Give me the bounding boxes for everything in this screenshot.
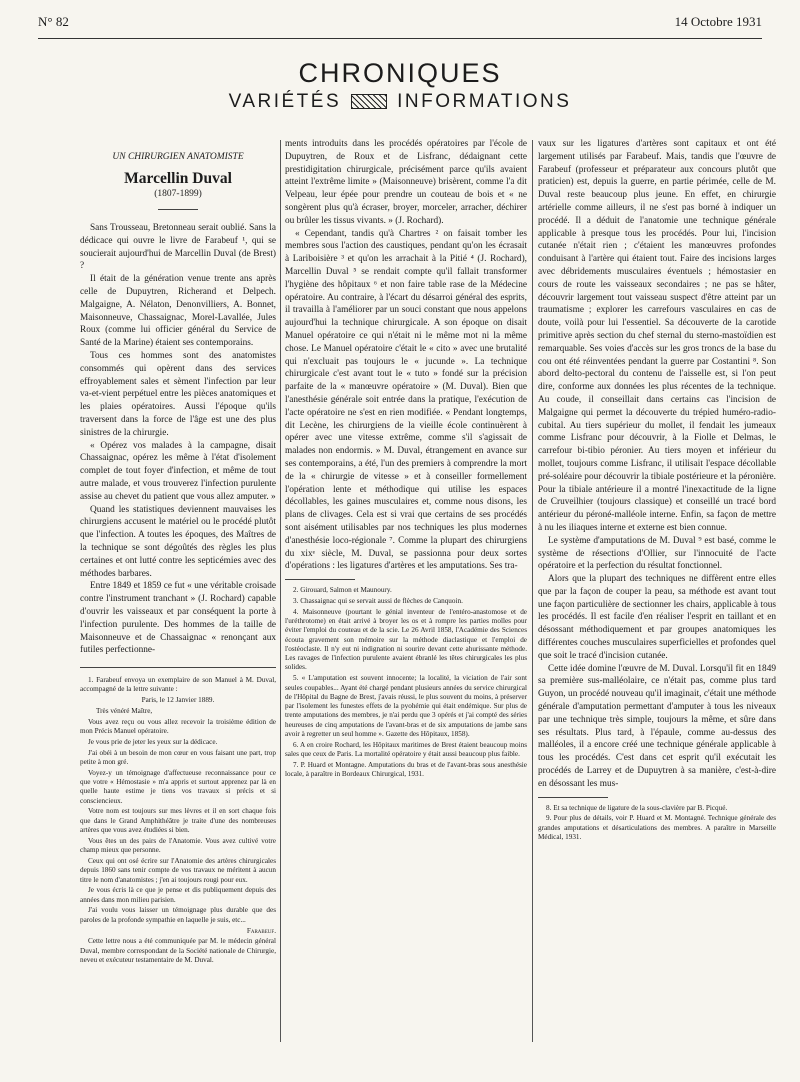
footnote: 2. Girouard, Salmon et Maunoury. — [293, 586, 392, 595]
column-2 — [285, 138, 527, 1054]
letter-line: Vous êtes un des pairs de l'Anatomie. Vous avez cultivé votre champ mieux que personne. — [80, 836, 276, 855]
paragraph: Il était de la génération venue trente ans après celle de Dupuytren, Richerand et Delpech. Malgaigne, A. Nélaton, Denonvilliers, A. Bonnet, Maisonneuve, Chassaignac, Morel-Lavallée, Jules Roux (comme lui officier général du Service de Santé de la Marine) étaient ses contemporains. — [80, 274, 276, 349]
title-rule — [158, 209, 198, 210]
footnote: 4. Maisonneuve (pourtant le génial inventeur de l'entéro-anastomose et de l'uréthrotome) en était arrivé à broyer les os et à rompre les parties molles pour éviter l'emploi du couteau et de la scie. Le 26 Avril 1858, l'Académie des Sciences écouta gravement son mémoire sur la méthode diaclastique et l'emploi de l'ostéoclaste. Il n'y eut ni indignation ni sourire devant cette ahurissante méthode. Les ravages de l'infection purulente avaient ébranlé les têtes chirurgicales les plus solides. — [285, 607, 527, 672]
footnote-rule — [538, 797, 608, 798]
paragraph: Le système d'amputations de M. Duval ⁹ est basé, comme le système de résections d'Ollier, sur l'innocuité de l'acte opératoire et la perfection du résultat fonctionnel. — [538, 535, 776, 572]
letter-signature: Farabeuf. — [246, 926, 276, 935]
paragraph: Cette idée domine l'œuvre de M. Duval. Lorsqu'il fit en 1849 sa première sus-malléolaire, ce n'était pas, comme plus tard Guyon, un procédé nouveau qu'il imaginait, c'était une méthode générale d'amputation permettant d'amputer à tous les niveaux par une technique très simple, toujours la même, et sûre dans ses résultats. Plus tard, à l'épaule, comme au-dessus des malléoles, il a encore créé une technique générale applicable à tous les procédés. C'est dans cet esprit qu'il exécutait les procédés de Larrey et de Dupuytren à sa manière, c'est-à-dire en désossant les mus- — [538, 663, 776, 789]
letter-line: Je vous écris là ce que je pense et dis publiquement depuis des années dans mon milieu parisien. — [80, 886, 276, 904]
column-1 — [80, 140, 276, 1054]
paragraph: vaux sur les ligatures d'artères sont capitaux et ont été largement utilisés par Farabeuf. Mais, tandis que l'œuvre de Farabeuf (professeur et préparateur aux concours plutôt que praticien) est, depuis la guerre, en partie périmée, celle de M. Duval reste beaucoup plus jeune. En effet, en chirurgie artérielle comme ailleurs, il ne s'est pas borné à indiquer un procédé. Il a déduit de l'anatomie une technique générale applicable à presque tous les procédés. Pour lui, l'incision cutanée n'était rien ; c'étaient les manœuvres profondes conduisant à l'artère qui étaient tout. Faire des incisions larges avec débridements musculaires éventuels ; hémostasier en cours de route les vaisseaux secondaires ; ne pas se hâter, découvrir largement tout vaisseau suspect d'être atteint par un traumatisme ; explorer les carrefours vasculaires en cas de doute, voilà pour lui l'essentiel. Sa découverte de la carotide primitive après section du chef sternal du sterno-mastoïdien est remarquable. Ses voies d'accès sur les gros troncs de la base du cou ont été réinventées pendant la guerre par Costantini ⁸. Son abord delto-pectoral du contenu de l'aisselle est, si l'on peut dire, conforme aux données les plus récentes de la technique. Au coude, il conseillait dans certains cas l'incision de Malgaigne qui permet la découverte du trépied huméro-radio-cubital. Au tiers supérieur du mollet, il fendait les jumeaux comme Lisfranc pour découvrir, à la Fiolle et Delmas, le carrefour bi-tibio péronier. Au tiers moyen et inférieur du mollet, toujours comme Lisfranc, il utilisait l'espace décollable pré-soléaire pour découvrir la tibiale postérieure et la péronière. Pour la tibiale antérieure il a montré l'inexactitude de la ligne de Cruveilhier (toujours classique) et conseillé un tracé bord antérieur du péroné-malléole interne. Enfin, sa façon de mettre à nu les iliaques interne et externe est bien connue. — [538, 139, 776, 533]
paragraph: « Opérez vos malades à la campagne, disait Chassaignac, opérez les même à l'état d'isolement complet de tout foyer d'infection, et même de tout autre malade, et vous trouverez l'infection purulente assise au chevet du patient que vous allez amputer. » — [80, 440, 276, 502]
letter-line: J'ai obéi à un besoin de mon cœur en vous faisant une part, trop petite à mon gré. — [80, 748, 276, 766]
letter-line: Je vous prie de jeter les yeux sur la dédicace. — [88, 737, 218, 746]
column-3 — [538, 138, 776, 1054]
footnote: 5. « L'amputation est souvent innocente; la localité, la viciation de l'air sont seules coupables... Ayant été chargé pendant plusieurs années du service chirurgical de l'Hôpital du Bagne de Brest, j'avais réussi, le plus souvent du moins, à préserver par l'isolement les funestes effets de la pyohémie qui était endémique. Sur plus de trente amputations des membres, je n'ai perdu que 3 opérés et j'ai compté des séries heureuses de cinq amputations de l'avant-bras et de six amputations de jambe sans avoir à regretter un seul homme ». Gazette des Hôpitaux, 1858). — [285, 674, 527, 739]
letter-line: Voyez-y un témoignage d'affectueuse reconnaissance pour ce que votre « Hémostasie » m'a appris et surtout apprenez par là en quelle haute estime je tiens vos travaux si précis et si consciencieux. — [80, 768, 276, 805]
footnote: 7. P. Huard et Montagne. Amputations du bras et de l'avant-bras sous anesthésie locale, à paraître in Bordeaux Chirurgical, 1931. — [285, 760, 527, 779]
letter-line: Votre nom est toujours sur mes lèvres et il en sort chaque fois que dans le Grand Amphithéâtre je traite d'une des nombreuses artères que vous avez étudiées si bien. — [80, 807, 276, 835]
issue-date: 14 Octobre 1931 — [674, 14, 762, 29]
masthead-left: VARIÉTÉS — [228, 91, 342, 112]
footnote: 1. Farabeuf envoya un exemplaire de son Manuel à M. Duval, accompagné de la lettre suivante : — [80, 676, 276, 694]
paragraph: Tous ces hommes sont des anatomistes consommés qui opèrent dans des services effroyablement sales et sèment l'infection par leur va-et-vient perpétuel entre les pièces anatomiques et les plaies opératoires. Aussi l'époque qu'ils traversent dans la force de l'âge est une des plus sinistres de la chirurgie. — [80, 350, 276, 438]
paragraph: « Cependant, tandis qu'à Chartres ² on faisait tomber les membres sous l'action des caustiques, pendant qu'on les écrasait à Lariboisière ³ et qu'on les arrachait à la Pitié ⁴ (J. Rochard), Marcellin Duval ⁵ se rendait compte qu'il fallait transformer l'hygiène des hôpitaux ⁶ et non faire table rase de la Médecine opératoire. Au contraire, à l'écart du désarroi général des esprits, il travailla à l'améliorer par un souci constant que nous appelons aujourd'hui la technique chirurgicale. A son époque on disait Manuel opératoire ce qui n'était ni le même mot ni la même chose. Le Manuel opératoire c'était le « cito » avec une brutalité qui n'excluait pas toujours le « jucunde ». La technique chirurgicale c'est avant tout le « tuto » fondé sur la précision parfaite de la « manœuvre opératoire » (M. Duval). Bien que l'anesthésie générale soit entrée dans la pratique, l'exécution de l'acte opératoire ne s'est en rien modifiée. « Pendant longtemps, dit Lecène, les chirurgiens de la vieille école continuèrent à opérer avec une vitesse extrême, comme s'il s'agissait de malades non endormis. » M. Duval, étrangement en avance sur ses contemporains, a été, l'un des premiers à comprendre la mort de la « chirurgie de vitesse » et à conseiller formellement l'opération lente et méthodique qui utilise les espaces décollables, les gaines musculaires et, comme nous disons, les plans de clivages. Cela est si vrai que certains de ses procédés sont aisément utilisables par nos techniques les plus modernes d'anesthésie loco-régionale ⁷. Comme la plupart des chirurgiens du xixᵉ siècle, M. Duval, se passionna pour deux sortes d'opérations : les ligatures d'artères et les amputations. Ses tra- — [285, 228, 527, 572]
issue-number: N° 82 — [38, 14, 69, 29]
article-title: Marcellin Duval — [124, 170, 232, 187]
masthead-title: CHRONIQUES — [298, 58, 502, 88]
letter-line: J'ai voulu vous laisser un témoignage plus durable que des paroles de la profonde sympathie en laquelle je suis, etc... — [80, 906, 276, 924]
letter-line: Vous avez reçu ou vous allez recevoir la troisième édition de mon Précis Manuel opératoire. — [80, 717, 276, 736]
letter-date: Paris, le 12 Janvier 1889. — [141, 696, 215, 705]
masthead-subtitle — [0, 91, 800, 113]
footnote: 9. Pour plus de détails, voir P. Huard et M. Montagné. Technique générale des grandes amputations et désarticulations des membres. A paraître in Marseille Médical, 1931. — [538, 814, 776, 842]
footnote-rule — [80, 667, 276, 668]
paragraph: Quand les statistiques deviennent mauvaises les chirurgiens accusent le matériel ou le procédé plutôt que l'infection. A toutes les époques, des Maîtres de la technique se sont dégoûtés des règles les plus certaines et ont lutté contre les septicémies avec des méthodes barbares. — [80, 504, 276, 579]
footnotes — [538, 804, 776, 843]
paragraph: ments introduits dans les procédés opératoires par l'école de Dupuytren, de Roux et de Lisfranc, dédaignant cette prestidigitation chirurgicale, précisément parce qu'ils avaient atteint l'extrême limite » (Maisonneuve) brisèrent, comme l'a dit Velpeau, leur épée pour prendre un couteau de bois et « ne songèrent plus qu'à écraser, broyer, morceler, arracher, déchirer ou brûler les tissus vivants. » (J. Rochard). — [285, 139, 527, 226]
masthead-right: INFORMATIONS — [397, 91, 572, 112]
footnotes — [285, 586, 527, 779]
column-divider — [280, 140, 281, 1042]
paragraph: Alors que la plupart des techniques ne diffèrent entre elles que par la façon de couper la peau, sa méthode est avant tout une façon particulière de sectionner les chairs, applicable à tous les procédés. Il est facile d'en réaliser l'esprit en taillant et en désossant méthodiquement et par groupes anatomiques les différentes couches musculaires superficielles et profondes quel que soit le tracé d'incision cutanée. — [538, 574, 776, 661]
footnote: 6. A en croire Rochard, les Hôpitaux maritimes de Brest étaient beaucoup moins sales que ceux de Paris. La mortalité opératoire y était aussi beaucoup plus faible. — [285, 740, 527, 759]
ornament-icon — [351, 94, 387, 109]
article-kicker: UN CHIRURGIEN ANATOMISTE — [112, 152, 244, 162]
paragraph: Sans Trousseau, Bretonneau serait oublié. Sans la dédicace qui ouvre le livre de Farabeuf ¹, qui se soucierait aujourd'hui de Marcellin Duval (de Brest) ? — [80, 223, 276, 272]
letter-salutation: Très vénéré Maître, — [96, 706, 153, 715]
footnotes — [80, 676, 276, 965]
letter-line: Ceux qui ont osé écrire sur l'Anatomie des artères chirurgicales depuis 1860 sans tenir compte de vos travaux ne méritent à aucun titre le nom d'anatomistes ; j'en ai toujours rougi pour eux. — [80, 856, 276, 884]
footnote-rule — [285, 579, 355, 580]
header-rule — [38, 38, 762, 39]
paragraph: Entre 1849 et 1859 ce fut « une véritable croisade contre l'instrument tranchant » (J. Rochard) capable d'ouvrir les vaisseaux et par conséquent la porte à l'infection purulente. Des hommes de la taille de Maisonneuve et de Chassaignac « renonçant aux futiles perfectionne- — [80, 581, 276, 656]
footnote: 3. Chassaignac qui se servait aussi de flèches de Canquoin. — [293, 596, 463, 605]
column-divider — [532, 140, 533, 1042]
footnote: Cette lettre nous a été communiquée par M. le médecin général Duval, membre correspondant de la Société nationale de Chirurgie, neveu et exécuteur testamentaire de M. Duval. — [80, 937, 276, 964]
article-years: (1807-1899) — [154, 189, 202, 199]
footnote: 8. Et sa technique de ligature de la sous-clavière par B. Picqué. — [546, 803, 728, 812]
